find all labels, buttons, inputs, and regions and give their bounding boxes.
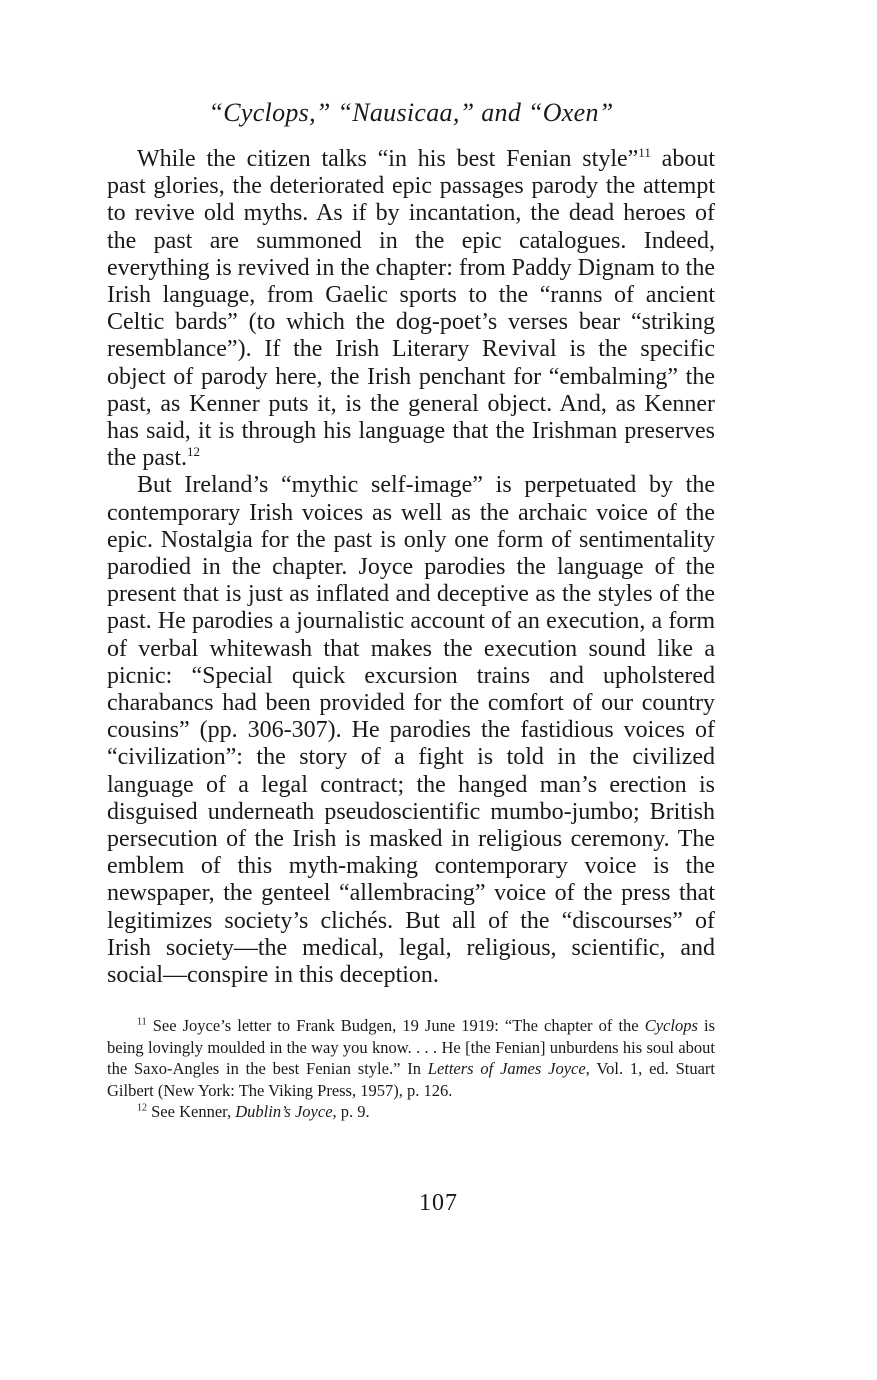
footnote-11-text-b: is being lovingly moulded in the way you know. . . . He [the Fenian] unburdens his soul about the Saxo-Angles in the best Fenian style.” In <box>107 1016 715 1079</box>
page-number: 107 <box>419 1190 458 1216</box>
footnote-ref-11: 11 <box>638 145 651 160</box>
footnote-ref-12: 12 <box>186 444 200 460</box>
page-body <box>107 96 715 1123</box>
footnote-12-text-b: , p. 9. <box>332 1102 370 1122</box>
footnote-12-text-a: See Kenner, <box>147 1102 236 1122</box>
running-head-and: and <box>481 98 522 127</box>
footnote-12 <box>107 1101 715 1123</box>
footnote-11 <box>107 1015 715 1101</box>
paragraph-1 <box>107 146 715 472</box>
footnote-11-number: 11 <box>137 1016 147 1028</box>
running-head-nausicaa: “Nausicaa,” <box>337 98 475 127</box>
footnote-11-text-c: , Vol. 1, ed. Stuart Gilbert (New York: The Viking Press, 1957), p. 126. <box>107 1059 716 1100</box>
footnotes <box>107 1015 715 1123</box>
footnote-11-title-letters: Letters of James Joyce <box>427 1059 586 1079</box>
footnote-11-text-a: See Joyce’s letter to Frank Budgen, 19 June 1919: “The chapter of the <box>146 1016 645 1036</box>
running-head-oxen: “Oxen” <box>527 98 614 127</box>
paragraph-2-text: But Ireland’s “mythic self-image” is perpetuated by the contemporary Irish voices as well as the archaic voice of the epic. Nostalgia for the past is only one form of sentimentality parodied in the chapter. Joyce parodies the language of the present that is just as inflated and deceptive as the styles of the past. He parodies a journalistic account of an execution, a form of verbal whitewash that makes the execution sound like a picnic: “Special quick excursion trains and upholstered charabancs had been provided for the comfort of our country cousins” (pp. 306-307). He parodies the fastidious voices of “civilization”: the story of a fight is told in the civilized language of a legal contract; the hanged man’s erection is disguised underneath pseudoscientific mumbo-jumbo; British persecution of the Irish is masked in religious ceremony. The emblem of this myth-making contemporary voice is the newspaper, the genteel “allembracing” voice of the press that legitimizes society’s clichés. But all of the “discourses” of Irish society—the medical, legal, religious, scientific, and social—conspire in this deception. <box>107 472 715 989</box>
running-head <box>107 96 715 130</box>
footnote-11-title-cyclops: Cyclops <box>644 1016 698 1036</box>
footnote-12-title-dublins-joyce: Dublin’s Joyce <box>235 1102 333 1122</box>
paragraph-1-text-a: While the citizen talks “in his best Fenian style” <box>137 146 639 172</box>
paragraph-1-text-b: about past glories, the deteriorated epic passages parody the attempt to revive old myths. As if by incantation, the dead heroes of the past are summoned in the epic catalogues. Indeed, everything is revived in the chapter: from Paddy Dignam to the Irish language, from Gaelic sports to the “ranns of ancient Celtic bards” (to which the dog-poet’s verses bear “striking resemblance”). If the Irish Literary Revival is the specific object of parody here, the Irish penchant for “embalming” the past, as Kenner puts it, is the general object. And, as Kenner has said, it is through his language that the Irishman preserves the past. <box>107 146 715 472</box>
paragraph-2 <box>107 472 715 989</box>
running-head-cyclops: “Cyclops,” <box>208 98 331 127</box>
footnote-12-number: 12 <box>137 1102 147 1114</box>
